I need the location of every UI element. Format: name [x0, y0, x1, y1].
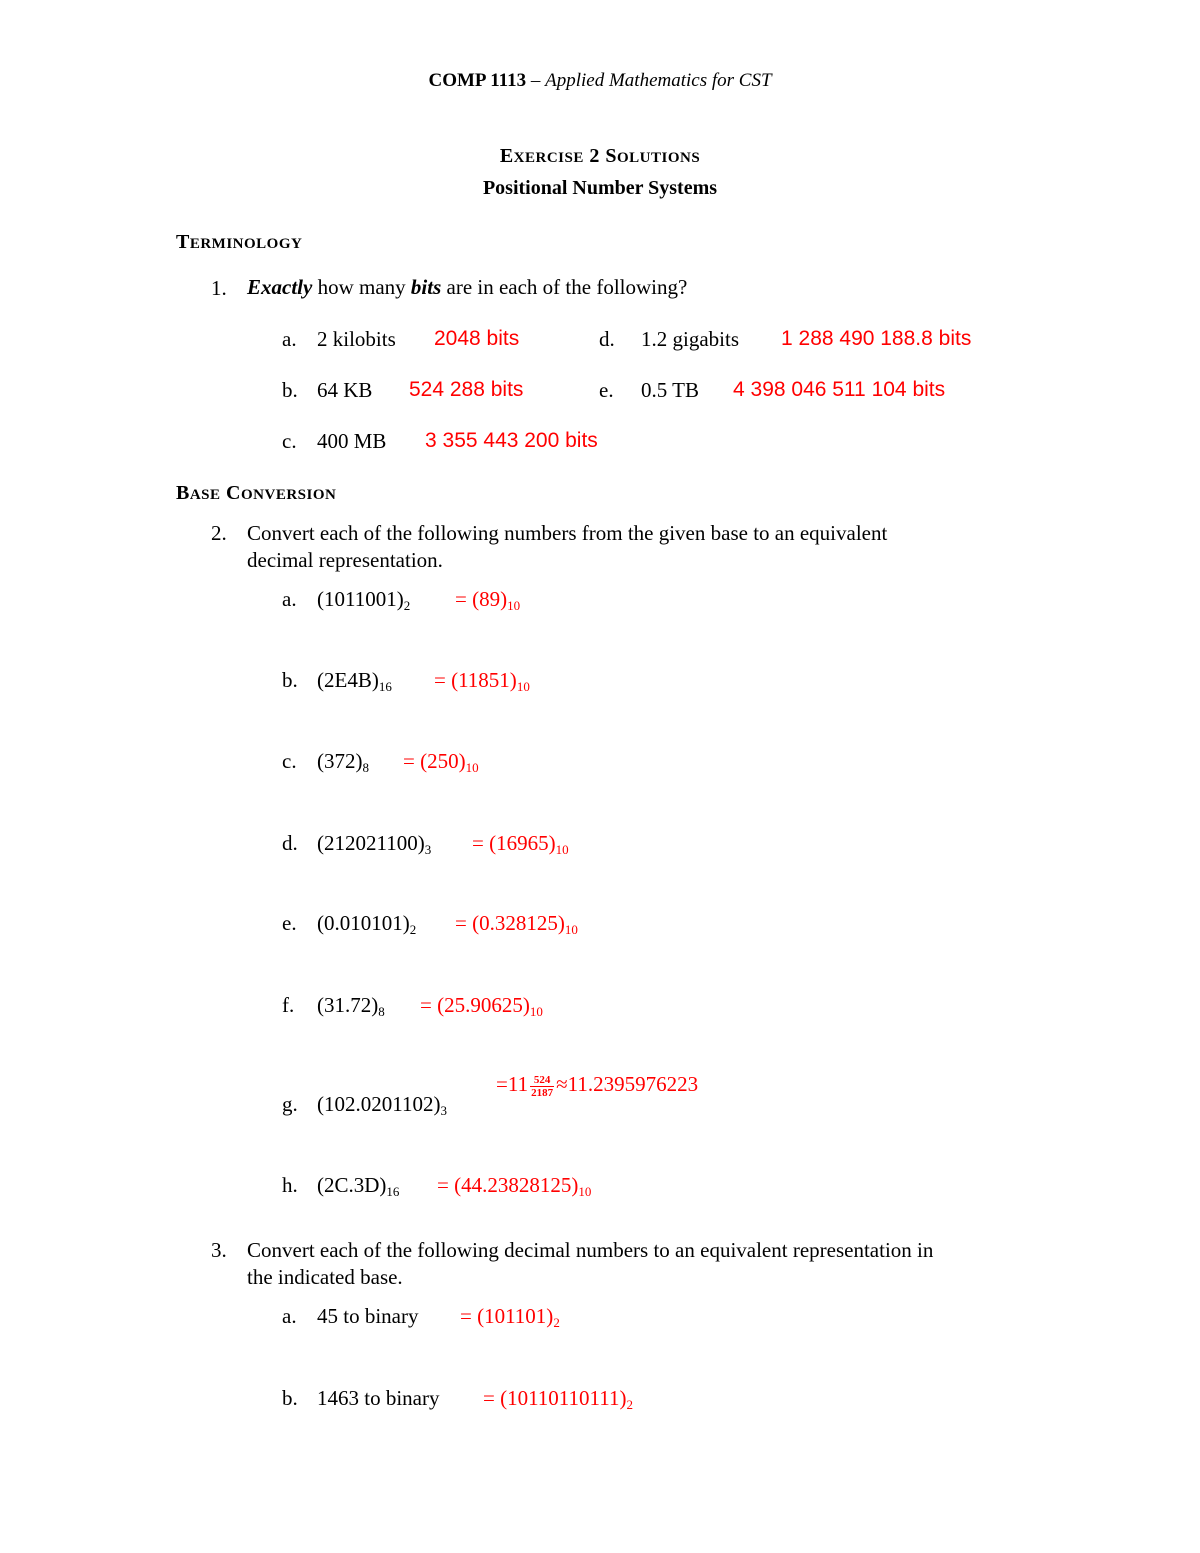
q1-item-c-label: c. [282, 429, 297, 453]
q1-item-b-answer: 524 288 bits [409, 378, 524, 401]
q2-item-e-answer: = $(0.328125)_{10}$ [455, 911, 578, 937]
question-1-number: 1. [211, 276, 227, 300]
q3-item-a-answer: = $(101101)_2$ [460, 1304, 560, 1330]
q2-item-f-value: $(31.72)_8$ [317, 993, 385, 1019]
q2-item-h-label: h. [282, 1173, 298, 1197]
question-3-text-line1: Convert each of the following decimal numbers to an equivalent representation in [247, 1238, 934, 1262]
q2-item-e-value: $(0.010101)_2$ [317, 911, 417, 937]
q1-item-c-prompt: 400 MB [317, 429, 387, 453]
q2-item-f-answer: = $(25.90625)_{10}$ [420, 993, 543, 1019]
q1-item-e-answer: 4 398 046 511 104 bits [733, 378, 946, 401]
q3-item-b-prompt: 1463 to binary [317, 1386, 440, 1410]
topic-title: Positional Number Systems [482, 177, 718, 199]
q1-item-d-answer: 1 288 490 188.8 bits [781, 327, 972, 350]
q3-item-b-label: b. [282, 1386, 298, 1410]
q1-item-a-prompt: 2 kilobits [317, 327, 396, 351]
q2-item-g-value: $(102.0201102)_3$ [317, 1092, 447, 1118]
section-terminology: TERMINOLOGY [176, 231, 303, 253]
q1-item-e-label: e. [599, 378, 614, 402]
q1-item-b-label: b. [282, 378, 298, 402]
q1-item-d-prompt: 1.2 gigabits [641, 327, 739, 351]
q2-item-g-fraction: $\frac{524}{2187}$ [531, 1073, 554, 1099]
q2-item-a-label: a. [282, 587, 297, 611]
q2-item-h-answer: = $(44.23828125)_{10}$ [437, 1173, 592, 1199]
q2-item-c-answer: = $(250)_{10}$ [403, 749, 479, 775]
q2-item-g-answer: =11 $\frac{524}{2187}$ ≈11.2395976223 [496, 1072, 699, 1099]
course-subtitle: Applied Mathematics for CST [545, 70, 772, 91]
q3-item-a-label: a. [282, 1304, 297, 1328]
q2-item-a-answer: = $(89)_{10}$ [455, 587, 521, 613]
q2-item-e-label: e. [282, 911, 297, 935]
question-3-text-line2: the indicated base. [247, 1265, 403, 1289]
q1-item-c-answer: 3 355 443 200 bits [425, 429, 598, 452]
q2-item-f-label: f. [282, 993, 295, 1017]
question-2-number: 2. [211, 521, 227, 545]
section-base-conversion: BASE CONVERSION [176, 482, 337, 504]
q1-item-a-answer: 2048 bits [434, 327, 520, 350]
q3-item-b-answer: = $(10110110111)_2$ [483, 1386, 633, 1412]
question-3-number: 3. [211, 1238, 227, 1262]
q2-item-d-label: d. [282, 831, 298, 855]
q2-item-h-value: $(2C.3D)_{16}$ [317, 1173, 400, 1199]
q1-item-a-label: a. [282, 327, 297, 351]
question-2-text-line1: Convert each of the following numbers from the given base to an equivalent [247, 521, 888, 545]
header-dash: – [526, 70, 546, 91]
q3-item-a-prompt: 45 to binary [317, 1304, 419, 1328]
q2-item-c-value: $(372)_8$ [317, 749, 369, 775]
q2-item-d-value: $(212021100)_3$ [317, 831, 432, 857]
q2-item-a-value: $(1011001)_2$ [317, 587, 411, 613]
q2-item-d-answer: = $(16965)_{10}$ [472, 831, 569, 857]
q1-item-d-label: d. [599, 327, 615, 351]
page-header [0, 70, 1200, 92]
exercise-title: EXERCISE 2 SOLUTIONS [499, 145, 701, 167]
q2-item-b-answer: = $(11851)_{10}$ [434, 668, 530, 694]
q2-item-b-value: $(2E4B)_{16}$ [317, 668, 392, 694]
question-2-text-line2: decimal representation. [247, 548, 443, 572]
q2-item-c-label: c. [282, 749, 297, 773]
q2-item-g-label: g. [282, 1092, 298, 1116]
q1-item-b-prompt: 64 KB [317, 378, 373, 402]
course-code: COMP 1113 [428, 70, 527, 91]
question-1-text: Exactly how many bits are in each of the following? [247, 275, 688, 299]
q2-item-b-label: b. [282, 668, 298, 692]
q1-item-e-prompt: 0.5 TB [641, 378, 699, 402]
